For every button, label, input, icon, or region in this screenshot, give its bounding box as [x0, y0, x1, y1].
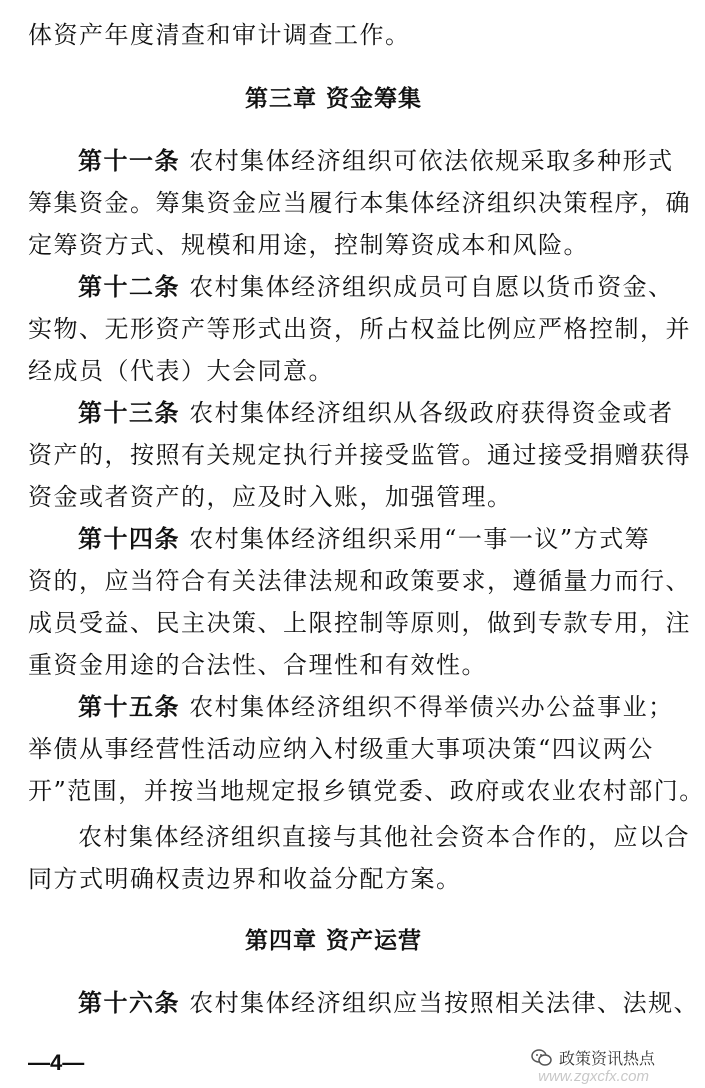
chapter-heading-3: 第三章 资金筹集	[244, 86, 422, 112]
article-14-line-1	[78, 524, 651, 554]
text-line: 资金或者资产的，应及时入账，加强管理。	[28, 483, 513, 511]
text-line: 定筹资方式、规模和用途，控制筹资成本和风险。	[28, 231, 589, 259]
article-text: 农村集体经济组织采用“一事一议”方式筹	[189, 525, 651, 553]
text-line: 资的，应当符合有关法律法规和政策要求，遵循量力而行、	[28, 567, 691, 595]
article-text: 农村集体经济组织从各级政府获得资金或者	[189, 399, 674, 427]
text-line: 举债从事经营性活动应纳入村级重大事项决策“四议两公	[28, 735, 654, 763]
page-number: —4—	[28, 1050, 85, 1075]
article-label: 第十六条	[78, 989, 180, 1017]
article-text: 农村集体经济组织不得举债兴办公益事业；	[189, 693, 674, 721]
text-line: 同方式明确权责边界和收益分配方案。	[28, 865, 462, 893]
article-label: 第十二条	[78, 273, 180, 301]
chapter-heading-4: 第四章 资产运营	[244, 928, 422, 954]
text-line: 资产的，按照有关规定执行并接受监管。通过接受捐赠获得	[28, 441, 691, 469]
wechat-icon	[531, 1048, 553, 1068]
paragraph-line: 农村集体经济组织直接与其他社会资本合作的，应以合	[78, 823, 690, 851]
text-line: 筹集资金。筹集资金应当履行本集体经济组织决策程序，确	[28, 189, 691, 217]
text-line: 重资金用途的合法性、合理性和有效性。	[28, 651, 487, 679]
article-label: 第十一条	[78, 147, 180, 175]
text-line: 实物、无形资产等形式出资，所占权益比例应严格控制，并	[28, 315, 691, 343]
article-label: 第十四条	[78, 525, 180, 553]
article-label: 第十三条	[78, 399, 180, 427]
watermark-text: 政策资讯热点	[558, 1049, 655, 1068]
article-label: 第十五条	[78, 693, 180, 721]
article-text: 农村集体经济组织成员可自愿以货币资金、	[189, 273, 674, 301]
watermark	[531, 1046, 655, 1069]
text-line: 经成员（代表）大会同意。	[28, 357, 334, 385]
text-line: 成员受益、民主决策、上限控制等原则，做到专款专用，注	[28, 609, 691, 637]
article-text: 农村集体经济组织可依法依规采取多种形式	[189, 147, 674, 175]
text-line: 体资产年度清查和审计调查工作。	[28, 21, 411, 49]
article-15-line-1	[78, 692, 674, 722]
article-text: 农村集体经济组织应当按照相关法律、法规、	[189, 989, 700, 1017]
article-12-line-1	[78, 272, 674, 302]
article-16-line-1	[78, 988, 700, 1018]
article-11-line-1	[78, 146, 674, 176]
text-line: 开”范围，并按当地规定报乡镇党委、政府或农业农村部门。	[28, 777, 705, 805]
watermark-url: www.zgxcfx.com	[538, 1068, 649, 1085]
article-13-line-1	[78, 398, 674, 428]
